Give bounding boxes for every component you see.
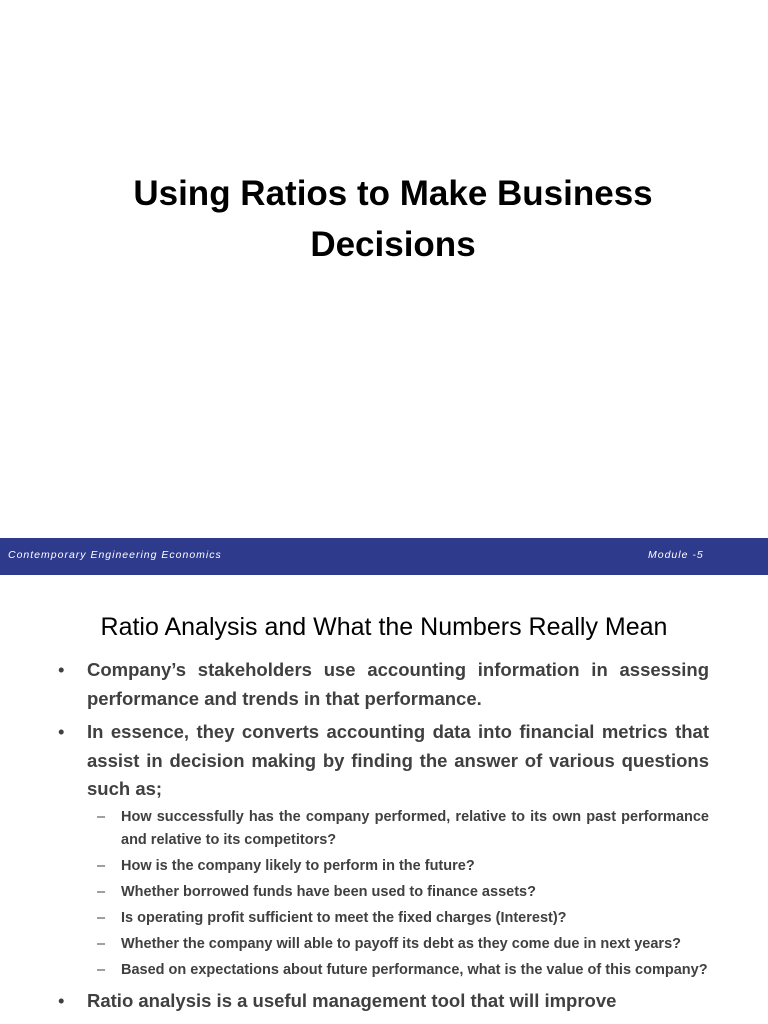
sub-bullet-text: Based on expectations about future performance, what is the value of this company? [121,961,708,978]
bullet-list [56,656,709,1020]
bullet-item [56,987,709,1016]
footer-module-label: Module -5 [648,549,704,561]
content-slide [0,575,768,1024]
bullet-text: Company’s stakeholders use accounting information in assessing performance and trends in that performance. [87,659,709,709]
bullet-item [56,656,709,713]
sub-bullet-text: Whether borrowed funds have been used to finance assets? [121,883,536,900]
footer-course-name: Contemporary Engineering Economics [8,549,222,561]
slide-title [0,168,768,270]
dash-icon: – [97,935,106,952]
bullet-dot-icon: • [58,721,65,742]
dash-icon: – [97,883,106,900]
dash-icon: – [97,857,106,874]
sub-bullet-item [87,806,709,852]
sub-bullet-item [87,933,709,956]
slide-title-line-2: Decisions [310,225,476,264]
sub-bullet-item [87,855,709,878]
sub-bullet-list [87,806,709,982]
bullet-dot-icon: • [58,659,65,680]
footer-band [0,538,768,575]
bullet-dot-icon: • [58,989,65,1011]
sub-bullet-item [87,959,709,982]
bullet-text: Ratio analysis is a useful management tool that will improve [87,989,617,1011]
bullet-item [56,718,709,982]
bullet-text: In essence, they converts accounting data into financial metrics that assist in decision making by finding the answer of various questions such as; [87,721,709,799]
sub-bullet-item [87,881,709,904]
slide-title-line-1: Using Ratios to Make Business [133,174,653,213]
sub-bullet-text: How successfully has the company performed, relative to its own past performance and relative to its competitors? [121,808,709,848]
content-slide-title: Ratio Analysis and What the Numbers Really Mean [100,613,668,641]
sub-bullet-text: How is the company likely to perform in the future? [121,857,475,874]
sub-bullet-item [87,907,709,930]
dash-icon: – [97,909,106,926]
sub-bullet-text: Whether the company will able to payoff its debt as they come due in next years? [121,935,681,952]
sub-bullet-text: Is operating profit sufficient to meet the fixed charges (Interest)? [121,909,567,926]
dash-icon: – [97,808,106,825]
dash-icon: – [97,961,106,978]
